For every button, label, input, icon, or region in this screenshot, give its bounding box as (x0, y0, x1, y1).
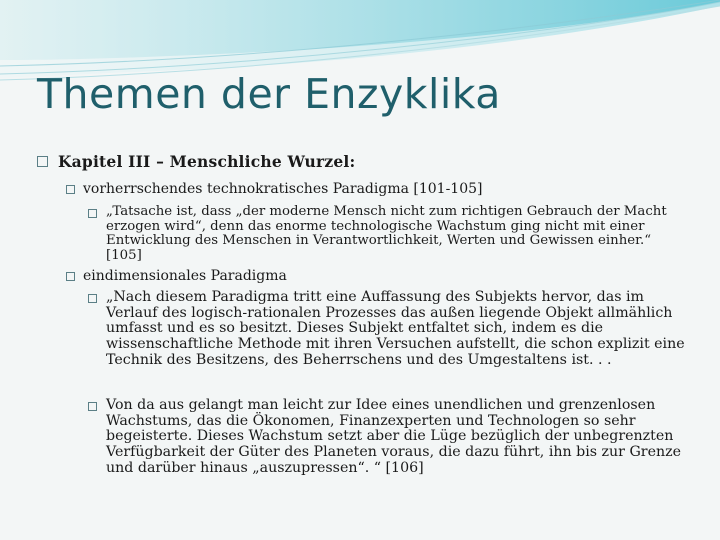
bullet-level1-chapter (37, 152, 697, 171)
square-bullet-icon (88, 209, 97, 218)
bullet-level3-quote-105 (88, 205, 686, 263)
square-bullet-icon (66, 272, 75, 281)
bullet-text: vorherrschendes technokratisches Paradigma [101-105] (83, 181, 483, 197)
slide-title: Themen der Enzyklika (37, 70, 501, 118)
bullet-text: Kapitel III – Menschliche Wurzel: (58, 152, 356, 171)
bullet-level2-one-dimensional-paradigm (66, 268, 696, 284)
bullet-text: „Nach diesem Paradigma tritt eine Auffassung des Subjekts hervor, das im Verlauf des logisch-rationalen Prozesses das außen liegende Objekt allmählich umfasst und es so besitzt. Dieses Subjekt entfaltet sich, indem es die wissenschaftliche Methode mit ihren Versuchen aufstellt, die schon explizit eine Technik des Besitzens, des Beherrschens und des Umgestaltens ist. . . (106, 289, 685, 368)
square-bullet-icon (88, 402, 97, 411)
bullet-level3-growth-quote-106 (88, 398, 686, 477)
bullet-level3-subject-quote (88, 290, 686, 369)
bullet-level2-technocratic-paradigm (66, 181, 696, 197)
square-bullet-icon (66, 185, 75, 194)
square-bullet-icon (37, 156, 48, 167)
bullet-text: Von da aus gelangt man leicht zur Idee eines unendlichen und grenzenlosen Wachstums, das die Ökonomen, Finanzexperten und Technologen so sehr begeisterte. Dieses Wachstum setzt aber die Lüge bezüglich der unbegrenzten Verfügbarkeit der Güter des Planeten voraus, die dazu führt, ihn bis zur Grenze und darüber hinaus „auszupressen“. “ [106] (106, 397, 681, 476)
bullet-text: eindimensionales Paradigma (83, 268, 287, 284)
square-bullet-icon (88, 294, 97, 303)
bullet-text: „Tatsache ist, dass „der moderne Mensch nicht zum richtigen Gebrauch der Macht erzogen wird“, denn das enorme technologische Wachstum ging nicht mit einer Entwicklung des Menschen in Verantwortlichkeit, Werten und Gewissen einher.“ [105] (106, 204, 667, 263)
